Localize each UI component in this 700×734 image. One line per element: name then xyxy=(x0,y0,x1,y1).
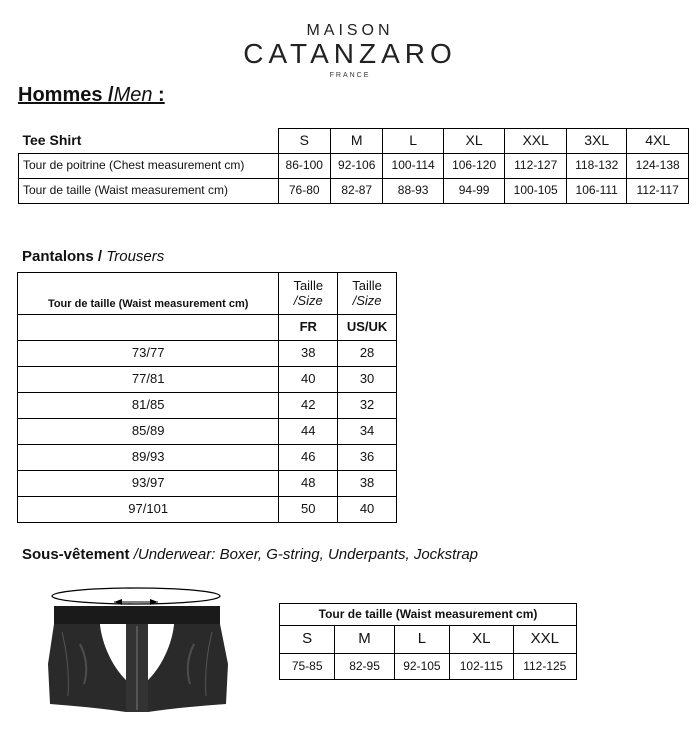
size-column-header: Taille /Size xyxy=(279,273,338,315)
size-header: 3XL xyxy=(567,129,627,154)
table-cell: 102-115 xyxy=(450,654,513,680)
trousers-title: Pantalons / Trousers xyxy=(22,248,165,265)
table-cell: 82-87 xyxy=(330,179,382,204)
table-row xyxy=(19,179,689,204)
us-header: US/UK xyxy=(338,315,397,341)
tee-title: Tee Shirt xyxy=(19,129,279,154)
brand-line3: FRANCE xyxy=(329,72,371,79)
table-row xyxy=(19,154,689,179)
size-header: L xyxy=(394,626,449,654)
table-row: 77/81 40 30 xyxy=(18,367,397,393)
underwear-table-title: Tour de taille (Waist measurement cm) xyxy=(280,604,577,626)
table-row: 81/85 42 32 xyxy=(18,393,397,419)
table-cell: 86-100 xyxy=(278,154,330,179)
size-header: S xyxy=(280,626,335,654)
table-cell: 112-117 xyxy=(627,179,689,204)
size-header: S xyxy=(278,129,330,154)
tee-shirt-table xyxy=(18,128,689,204)
table-row: 93/97 48 38 xyxy=(18,471,397,497)
table-row: 85/89 44 34 xyxy=(18,419,397,445)
table-cell: 100-105 xyxy=(505,179,567,204)
table-cell: 124-138 xyxy=(627,154,689,179)
table-row: 73/77 38 28 xyxy=(18,341,397,367)
table-cell: 88-93 xyxy=(383,179,443,204)
fr-header: FR xyxy=(279,315,338,341)
row-label: Tour de poitrine (Chest measurement cm) xyxy=(19,154,279,179)
size-column-header: Taille /Size xyxy=(338,273,397,315)
underwear-title: Sous-vêtement /Underwear: Boxer, G-string, Underpants, Jockstrap xyxy=(22,546,479,563)
size-header: XL xyxy=(443,129,505,154)
size-header: XXL xyxy=(513,626,576,654)
table-cell: 106-111 xyxy=(567,179,627,204)
size-header: M xyxy=(335,626,394,654)
brand-logo: CATANZARO xyxy=(243,38,457,69)
row-label: Tour de taille (Waist measurement cm) xyxy=(19,179,279,204)
size-header: 4XL xyxy=(627,129,689,154)
brand-line1: MAISON xyxy=(306,22,394,39)
size-header: XL xyxy=(450,626,513,654)
table-cell: 92-106 xyxy=(330,154,382,179)
table-row xyxy=(280,654,577,680)
table-cell: 92-105 xyxy=(394,654,449,680)
table-cell: 94-99 xyxy=(443,179,505,204)
table-cell: 76-80 xyxy=(278,179,330,204)
table-cell: 118-132 xyxy=(567,154,627,179)
size-header: L xyxy=(383,129,443,154)
table-cell: 100-114 xyxy=(383,154,443,179)
table-row: 89/93 46 36 xyxy=(18,445,397,471)
table-cell: 106-120 xyxy=(443,154,505,179)
boxer-illustration xyxy=(40,584,240,724)
table-cell: 75-85 xyxy=(280,654,335,680)
size-header: XXL xyxy=(505,129,567,154)
table-row: 97/101 50 40 xyxy=(18,497,397,523)
page-title: Hommes /Men : xyxy=(18,84,165,106)
waist-column-header: Tour de taille (Waist measurement cm) xyxy=(18,273,279,315)
trousers-table xyxy=(17,272,397,523)
size-header: M xyxy=(330,129,382,154)
table-cell: 112-127 xyxy=(505,154,567,179)
table-cell: 112-125 xyxy=(513,654,576,680)
underwear-table xyxy=(279,603,577,680)
table-cell: 82-95 xyxy=(335,654,394,680)
